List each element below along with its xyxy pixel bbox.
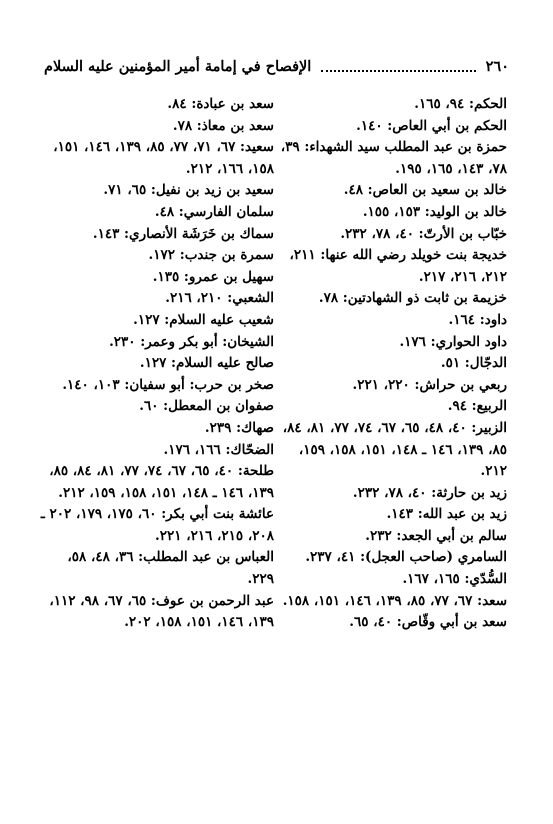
index-entry: سعد: ٦٧، ٧٧، ٨٥، ١٣٩، ١٤٦، ١٥١، ١٥٨. bbox=[282, 592, 507, 609]
index-entry: داود: ١٦٤. bbox=[448, 311, 507, 328]
index-entry: ربعي بن حراش: ٢٢٠، ٢٢١. bbox=[352, 376, 507, 393]
index-entry: عبد الرحمن بن عوف: ٦٥، ٦٧، ٩٨، ١١٢، ١٣٩، ١٤٦، ١٥١، ١٥٨، ٢٠٢. bbox=[49, 592, 274, 631]
index-entry: صفوان بن المعطل: ٦٠. bbox=[139, 398, 274, 415]
index-entry: زيد بن حارثة: ٤٠، ٧٨، ٢٣٢. bbox=[352, 484, 507, 501]
index-entry: سمرة بن جندب: ١٧٢. bbox=[148, 247, 274, 264]
index-entry: سهيل بن عمرو: ١٣٥. bbox=[152, 268, 274, 285]
index-entry: سلمان الفارسي: ٤٨. bbox=[154, 203, 274, 220]
index-entry: الحكم بن أبي العاص: ١٤٠. bbox=[356, 117, 507, 134]
index-entry: الشعبي: ٢١٠، ٢١٦. bbox=[165, 290, 274, 307]
index-entry: خزيمة بن ثابت ذو الشهادتين: ٧٨. bbox=[318, 290, 507, 307]
index-entry: السامري (صاحب العجل): ٤١، ٢٣٧. bbox=[305, 549, 507, 566]
index-entry: الزبير: ٤٠، ٤٨، ٦٥، ٦٧، ٧٤، ٧٧، ٨١، ٨٤، ٨٥، ١٣٩، ١٤٦ ـ ١٤٨، ١٥١، ١٥٨، ١٥٩، ٢١٢. bbox=[282, 419, 507, 480]
index-entry: سعد بن أبي وقّاص: ٤٠، ٦٥. bbox=[349, 614, 507, 631]
index-entry: العباس بن عبد المطلب: ٣٦، ٤٨، ٥٨، ٢٢٩. bbox=[67, 549, 274, 588]
index-entry: سعيد: ٦٧، ٧١، ٧٧، ٨٥، ١٣٩، ١٤٦، ١٥١، ١٥٨، ١٦٦، ٢١٢. bbox=[53, 139, 274, 177]
index-entry: الشيخان: أبو بكر وعمر: ٢٣٠. bbox=[109, 333, 274, 350]
index-entry: الدجّال: ٥١. bbox=[440, 355, 507, 372]
index-entry: صهاك: ٢٣٩. bbox=[204, 419, 274, 436]
index-entry: السُّدّي: ١٦٥، ١٦٧. bbox=[402, 571, 507, 588]
index-entry: سالم بن أبي الجعد: ٢٣٢. bbox=[365, 527, 507, 544]
index-entry: صالح عليه السلام: ١٢٧. bbox=[139, 355, 274, 372]
index-entry: زيد بن عبد الله: ١٤٣. bbox=[386, 506, 507, 523]
index-column-left bbox=[40, 94, 274, 634]
index-entry: حمزة بن عبد المطلب سيد الشهداء: ٣٩، ٧٨، ١٤٣، ١٦٥، ١٩٥. bbox=[280, 139, 507, 177]
index-entry: الضحّاك: ١٦٦، ١٧٦. bbox=[163, 441, 274, 458]
running-title: الإفصاح في إمامة أمير المؤمنين عليه السلام bbox=[44, 57, 312, 75]
index-entry: شعيب عليه السلام: ١٢٧. bbox=[133, 311, 274, 328]
index-entry: خالد بن سعيد بن العاص: ٤٨. bbox=[343, 182, 507, 199]
index-column-right bbox=[273, 94, 507, 634]
index-entry: داود الحواري: ١٧٦. bbox=[399, 333, 507, 350]
index-entry: سماك بن خَرَشَة الأنصاري: ١٤٣. bbox=[92, 225, 274, 242]
index-entry: سعد بن معاذ: ٧٨. bbox=[172, 117, 274, 134]
index-entry: خديجة بنت خويلد رضي الله عنها: ٢١١، ٢١٢، ٢١٦، ٢١٧. bbox=[289, 247, 507, 285]
index-entry: سعد بن عبادة: ٨٤. bbox=[167, 96, 274, 112]
page-number: ٢٦٠ bbox=[485, 57, 509, 75]
index-entry: خبّاب بن الأرتّ: ٤٠، ٧٨، ٢٣٢. bbox=[340, 225, 507, 242]
index-entry: الحكم: ٩٤، ١٦٥. bbox=[414, 96, 507, 112]
index-entry: طلحة: ٤٠، ٦٥، ٦٧، ٧٤، ٧٧، ٨١، ٨٤، ٨٥، ١٣٩، ١٤٦ ـ ١٤٨، ١٥١، ١٥٨، ١٥٩، ٢١٢. bbox=[49, 463, 274, 501]
running-header bbox=[44, 54, 509, 78]
index-entry: الربيع: ٩٤. bbox=[447, 398, 507, 415]
index-entry: صخر بن حرب: أبو سفيان: ١٠٣، ١٤٠. bbox=[62, 376, 274, 393]
index-entry: عائشة بنت أبي بكر: ٦٠، ١٧٥، ١٧٩، ٢٠٢ ـ ٢٠٨، ٢١٥، ٢١٦، ٢٢١. bbox=[40, 506, 274, 544]
header-leader-dots bbox=[321, 61, 475, 72]
index-entry: خالد بن الوليد: ١٥٣، ١٥٥. bbox=[362, 203, 507, 220]
index-entry: سعيد بن زيد بن نفيل: ٦٥، ٧١. bbox=[103, 182, 274, 199]
